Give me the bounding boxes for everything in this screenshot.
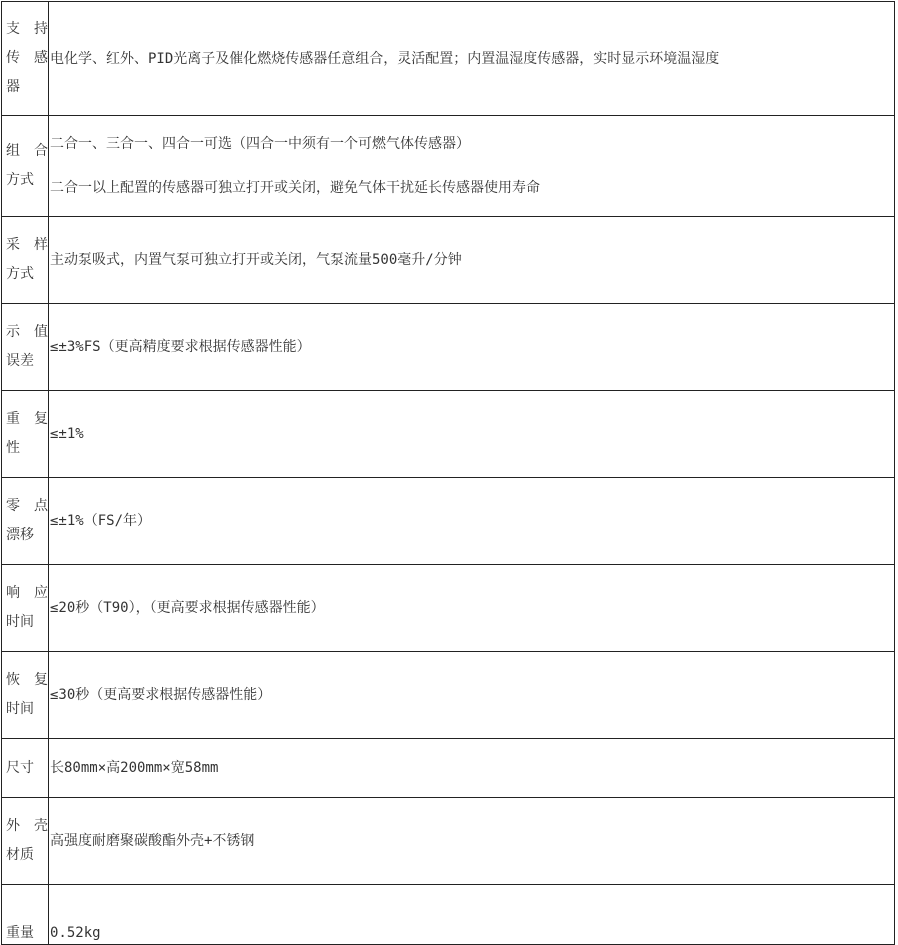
- row-label: [2, 739, 49, 798]
- row-label-line: 时间: [6, 614, 34, 630]
- row-value: [49, 565, 895, 652]
- row-value-line: 0.52kg: [50, 925, 101, 941]
- table-row: [2, 478, 895, 565]
- row-value: [49, 391, 895, 478]
- row-value: [49, 478, 895, 565]
- row-label-line: 方式: [6, 172, 34, 188]
- row-value-line: 主动泵吸式，内置气泵可独立打开或关闭，气泵流量500毫升/分钟: [50, 252, 462, 268]
- row-value: [49, 652, 895, 739]
- table-row: [2, 885, 895, 945]
- row-value-line: 二合一、三合一、四合一可选（四合一中须有一个可燃气体传感器）: [50, 136, 470, 152]
- row-label-line: 示 值: [6, 324, 48, 340]
- row-label-line: 外 壳: [6, 818, 48, 834]
- row-label-line: 响 应: [6, 585, 48, 601]
- row-label: [2, 391, 49, 478]
- row-value-line: ≤±1%: [50, 426, 84, 442]
- row-value: [49, 217, 895, 304]
- row-label: [2, 217, 49, 304]
- row-label: [2, 565, 49, 652]
- row-value-line: 二合一以上配置的传感器可独立打开或关闭，避免气体干扰延长传感器使用寿命: [50, 180, 540, 196]
- row-label-line: 器: [6, 79, 20, 95]
- row-value-line: 长80mm×高200mm×宽58mm: [50, 760, 219, 776]
- row-value: [49, 304, 895, 391]
- row-label-line: 材质: [6, 847, 34, 863]
- row-label: [2, 304, 49, 391]
- row-value-line: ≤20秒（T90），（更高要求根据传感器性能）: [50, 600, 325, 616]
- row-value: [49, 116, 895, 217]
- row-label-line: 时间: [6, 701, 34, 717]
- table-row: [2, 217, 895, 304]
- row-value-line: 电化学、红外、PID光离子及催化燃烧传感器任意组合，灵活配置；内置温湿度传感器，实时显示环境温湿度: [50, 50, 720, 67]
- row-label-line: 尺寸: [6, 759, 34, 776]
- row-label: [2, 885, 49, 945]
- table-row: [2, 116, 895, 217]
- row-label-line: 组 合: [6, 143, 48, 159]
- table-row: [2, 304, 895, 391]
- table-row: [2, 391, 895, 478]
- row-value: [49, 798, 895, 885]
- row-value: [49, 2, 895, 116]
- row-value: [49, 885, 895, 945]
- row-label-line: 性: [6, 440, 20, 456]
- row-value: [49, 739, 895, 798]
- row-value-line: 高强度耐磨聚碳酸酯外壳+不锈钢: [50, 833, 255, 849]
- row-label-line: 方式: [6, 266, 34, 282]
- table-row: [2, 652, 895, 739]
- row-label-line: 零 点: [6, 498, 48, 514]
- row-label: [2, 2, 49, 116]
- row-value-line: ≤±1%（FS/年）: [50, 513, 152, 529]
- row-value-line: ≤±3%FS（更高精度要求根据传感器性能）: [50, 339, 311, 355]
- row-label-line: 误差: [6, 353, 34, 369]
- row-label-line: 恢 复: [6, 672, 48, 688]
- row-label-line: 传 感: [6, 50, 48, 66]
- row-label: [2, 478, 49, 565]
- row-label: [2, 798, 49, 885]
- row-label: [2, 652, 49, 739]
- row-label-line: 重量: [6, 925, 34, 941]
- spec-table: [1, 1, 895, 945]
- row-value-line: ≤30秒（更高要求根据传感器性能）: [50, 687, 272, 703]
- row-label-line: 采 样: [6, 237, 48, 253]
- table-row: [2, 2, 895, 116]
- row-label-line: 漂移: [6, 527, 34, 543]
- table-row: [2, 565, 895, 652]
- row-label-line: 重 复: [6, 411, 48, 427]
- row-label: [2, 116, 49, 217]
- table-row: [2, 739, 895, 798]
- table-row: [2, 798, 895, 885]
- row-label-line: 支 持: [6, 21, 48, 37]
